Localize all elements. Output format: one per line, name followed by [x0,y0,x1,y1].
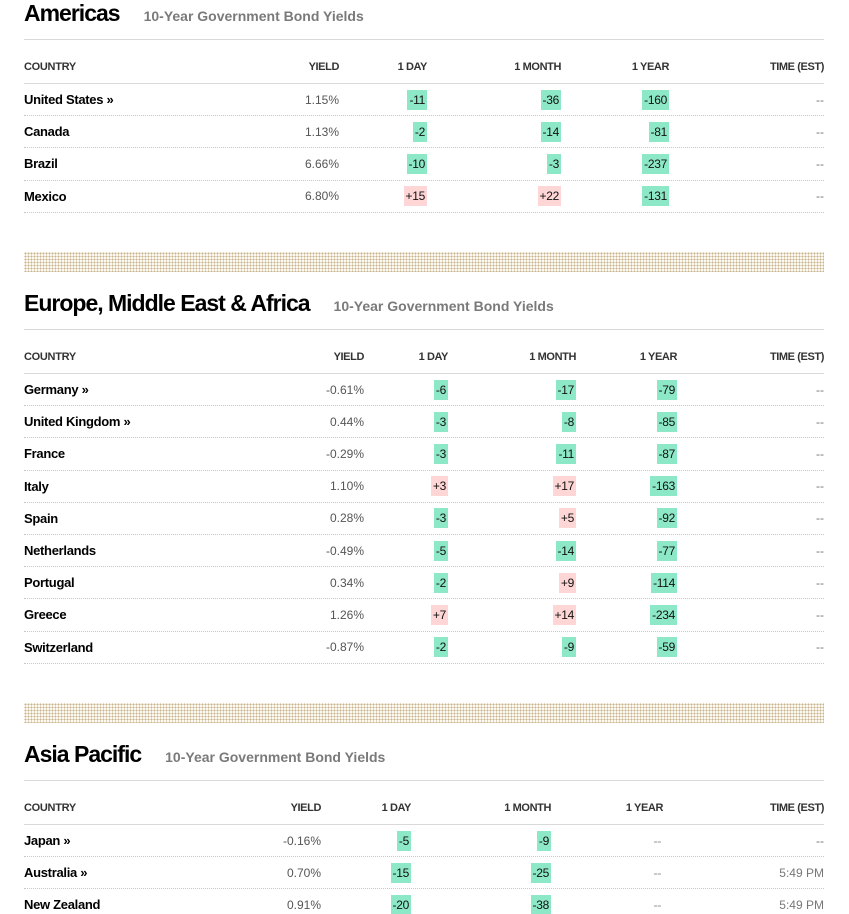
change-day-cell [364,573,448,593]
change-month-badge: -8 [562,412,576,432]
section-emea [24,290,824,664]
yield-value: 0.70% [286,865,321,880]
header-1-year: 1 YEAR [639,350,677,363]
change-year-cell [576,380,677,400]
change-day-cell [339,90,427,110]
change-month-badge: -9 [537,831,551,851]
header-yield: YIELD [333,350,364,363]
change-day-cell [321,863,411,883]
change-year-badge: -92 [657,508,677,528]
change-year-cell [576,508,677,528]
table-row [24,599,824,631]
change-day-cell [364,476,448,496]
header-yield: YIELD [290,801,321,814]
change-month-badge: +9 [559,573,576,593]
table-row [24,567,824,599]
change-year-cell [576,573,677,593]
change-month-cell [448,412,576,432]
time-value: -- [816,124,824,139]
header-1-day: 1 DAY [381,801,411,814]
country-name: Netherlands [24,543,96,559]
section-divider [24,252,824,272]
change-month-badge: -25 [531,863,551,883]
change-day-badge: -3 [434,444,448,464]
change-day-cell [339,186,427,206]
change-year-badge: -77 [657,541,677,561]
table-row [24,438,824,470]
change-month-cell [448,476,576,496]
country-name: Mexico [24,188,67,204]
table-row [24,406,824,438]
time-value: -- [816,833,824,848]
change-year-badge: -59 [657,637,677,657]
table-row [24,632,824,664]
change-day-badge: -2 [413,122,427,142]
time-value: -- [816,607,824,622]
table-row [24,857,824,889]
country-name: Brazil [24,156,58,172]
header-1-year: 1 YEAR [625,801,663,814]
section-subtitle: 10-Year Government Bond Yields [333,298,554,314]
change-day-cell [321,895,411,914]
section-asia-pacific [24,741,824,914]
section-title: Europe, Middle East & Africa [24,290,310,316]
section-title: Americas [24,0,120,26]
country-name: Italy [24,478,49,494]
country-name: Canada [24,124,70,140]
change-year-cell [561,122,669,142]
change-month-cell [427,154,561,174]
change-month-cell [427,122,561,142]
change-year-badge: -160 [642,90,669,110]
yield-value: 6.66% [304,156,339,171]
table-header [24,781,824,825]
change-day-badge: +7 [431,605,448,625]
change-month-badge: -11 [556,444,576,464]
yield-value: -0.29% [325,446,364,461]
change-month-badge: -36 [541,90,561,110]
bond-table [24,40,824,213]
change-year-cell [551,831,663,851]
section-header [24,0,824,40]
change-month-cell [448,541,576,561]
header-1-month: 1 MONTH [529,350,576,363]
country-name: Spain [24,510,58,526]
change-day-cell [364,380,448,400]
change-month-cell [448,380,576,400]
change-month-badge: -14 [556,541,576,561]
time-value: -- [816,92,824,107]
change-day-badge: +3 [431,476,448,496]
table-row [24,181,824,213]
time-value: -- [816,511,824,526]
header-yield: YIELD [308,60,339,73]
change-day-badge: -3 [434,508,448,528]
change-month-badge: +22 [538,186,561,206]
table-row [24,825,824,857]
change-month-badge: -3 [547,154,561,174]
country-name: France [24,446,65,462]
yield-value: 1.26% [329,607,364,622]
bond-table [24,330,824,664]
section-americas [24,0,824,213]
change-month-cell [448,573,576,593]
change-year-cell [561,186,669,206]
yield-value: 1.15% [304,92,339,107]
table-header [24,330,824,374]
change-day-cell [339,122,427,142]
change-year-badge: -237 [642,154,669,174]
section-subtitle: 10-Year Government Bond Yields [165,749,386,765]
country-name[interactable]: United States » [24,92,114,108]
change-year-cell [561,154,669,174]
change-day-badge: -2 [434,637,448,657]
change-day-cell [364,637,448,657]
header-1-day: 1 DAY [418,350,448,363]
yield-value: 6.80% [304,189,339,204]
header-time: TIME (EST) [769,350,824,363]
bond-table [24,781,824,914]
section-subtitle: 10-Year Government Bond Yields [143,8,364,24]
change-year-badge: -163 [650,476,677,496]
change-year-badge: -- [653,897,661,912]
change-month-cell [448,508,576,528]
table-row [24,535,824,567]
yield-value: 0.91% [286,897,321,912]
change-day-badge: -20 [391,895,411,914]
change-year-badge: -79 [657,380,677,400]
change-year-cell [576,476,677,496]
change-month-badge: +5 [559,508,576,528]
change-day-cell [364,412,448,432]
header-time: TIME (EST) [769,60,824,73]
country-name[interactable]: United Kingdom » [24,414,131,430]
yield-value: 1.10% [329,479,364,494]
change-year-badge: -- [653,833,661,848]
country-name: Portugal [24,575,75,591]
yield-value: -0.87% [325,640,364,655]
country-name: Greece [24,607,67,623]
country-name[interactable]: Australia » [24,865,88,881]
change-day-cell [364,508,448,528]
table-header [24,40,824,84]
change-month-cell [411,863,551,883]
change-year-cell [551,863,663,883]
time-value: -- [816,189,824,204]
time-value: -- [816,479,824,494]
header-1-year: 1 YEAR [631,60,669,73]
time-value: -- [816,446,824,461]
yield-value: 0.28% [329,511,364,526]
time-value: -- [816,640,824,655]
table-row [24,116,824,148]
table-row [24,374,824,406]
table-row [24,84,824,116]
change-month-badge: +17 [553,476,576,496]
table-row [24,503,824,535]
change-month-cell [427,90,561,110]
table-row [24,471,824,503]
change-month-badge: -38 [531,895,551,914]
change-year-cell [576,444,677,464]
country-name: Switzerland [24,639,93,655]
country-name[interactable]: Japan » [24,833,71,849]
header-1-day: 1 DAY [397,60,427,73]
change-day-cell [339,154,427,174]
time-value: -- [816,414,824,429]
change-day-cell [364,541,448,561]
change-month-cell [448,444,576,464]
change-year-badge: -- [653,865,661,880]
yield-value: 1.13% [304,124,339,139]
change-day-badge: -10 [407,154,427,174]
change-day-badge: -15 [391,863,411,883]
change-year-badge: -234 [650,605,677,625]
change-year-cell [576,412,677,432]
change-day-badge: +15 [404,186,427,206]
change-month-badge: -17 [556,380,576,400]
change-day-badge: -5 [397,831,411,851]
time-value: -- [816,575,824,590]
table-row [24,148,824,180]
change-year-cell [576,541,677,561]
change-year-badge: -131 [642,186,669,206]
yield-value: -0.49% [325,543,364,558]
header-1-month: 1 MONTH [514,60,561,73]
header-country: COUNTRY [24,60,76,73]
yield-value: 0.34% [329,575,364,590]
change-year-cell [576,637,677,657]
header-country: COUNTRY [24,801,76,814]
section-title: Asia Pacific [24,741,142,767]
change-month-cell [427,186,561,206]
yield-value: -0.16% [282,833,321,848]
change-year-badge: -114 [651,573,677,593]
yield-value: 0.44% [329,414,364,429]
section-header [24,290,824,330]
header-1-month: 1 MONTH [504,801,551,814]
change-month-cell [411,831,551,851]
change-month-badge: -14 [541,122,561,142]
time-value: -- [816,156,824,171]
country-name[interactable]: Germany » [24,382,89,398]
change-year-badge: -85 [657,412,677,432]
time-value: 5:49 PM [779,865,824,880]
header-country: COUNTRY [24,350,76,363]
section-divider [24,703,824,723]
change-month-cell [448,637,576,657]
change-day-badge: -5 [434,541,448,561]
change-year-badge: -87 [657,444,677,464]
change-day-cell [321,831,411,851]
change-day-badge: -11 [407,90,427,110]
change-month-cell [448,605,576,625]
change-month-cell [411,895,551,914]
time-value: 5:49 PM [779,897,824,912]
change-day-badge: -6 [434,380,448,400]
change-month-badge: +14 [553,605,576,625]
time-value: -- [816,543,824,558]
section-header [24,741,824,781]
change-year-cell [561,90,669,110]
change-month-badge: -9 [562,637,576,657]
change-day-badge: -2 [434,573,448,593]
yield-value: -0.61% [325,382,364,397]
change-year-cell [551,895,663,914]
time-value: -- [816,382,824,397]
change-day-cell [364,605,448,625]
change-day-badge: -3 [434,412,448,432]
header-time: TIME (EST) [769,801,824,814]
change-year-badge: -81 [649,122,669,142]
table-row [24,889,824,914]
country-name: New Zealand [24,897,101,913]
change-year-cell [576,605,677,625]
change-day-cell [364,444,448,464]
